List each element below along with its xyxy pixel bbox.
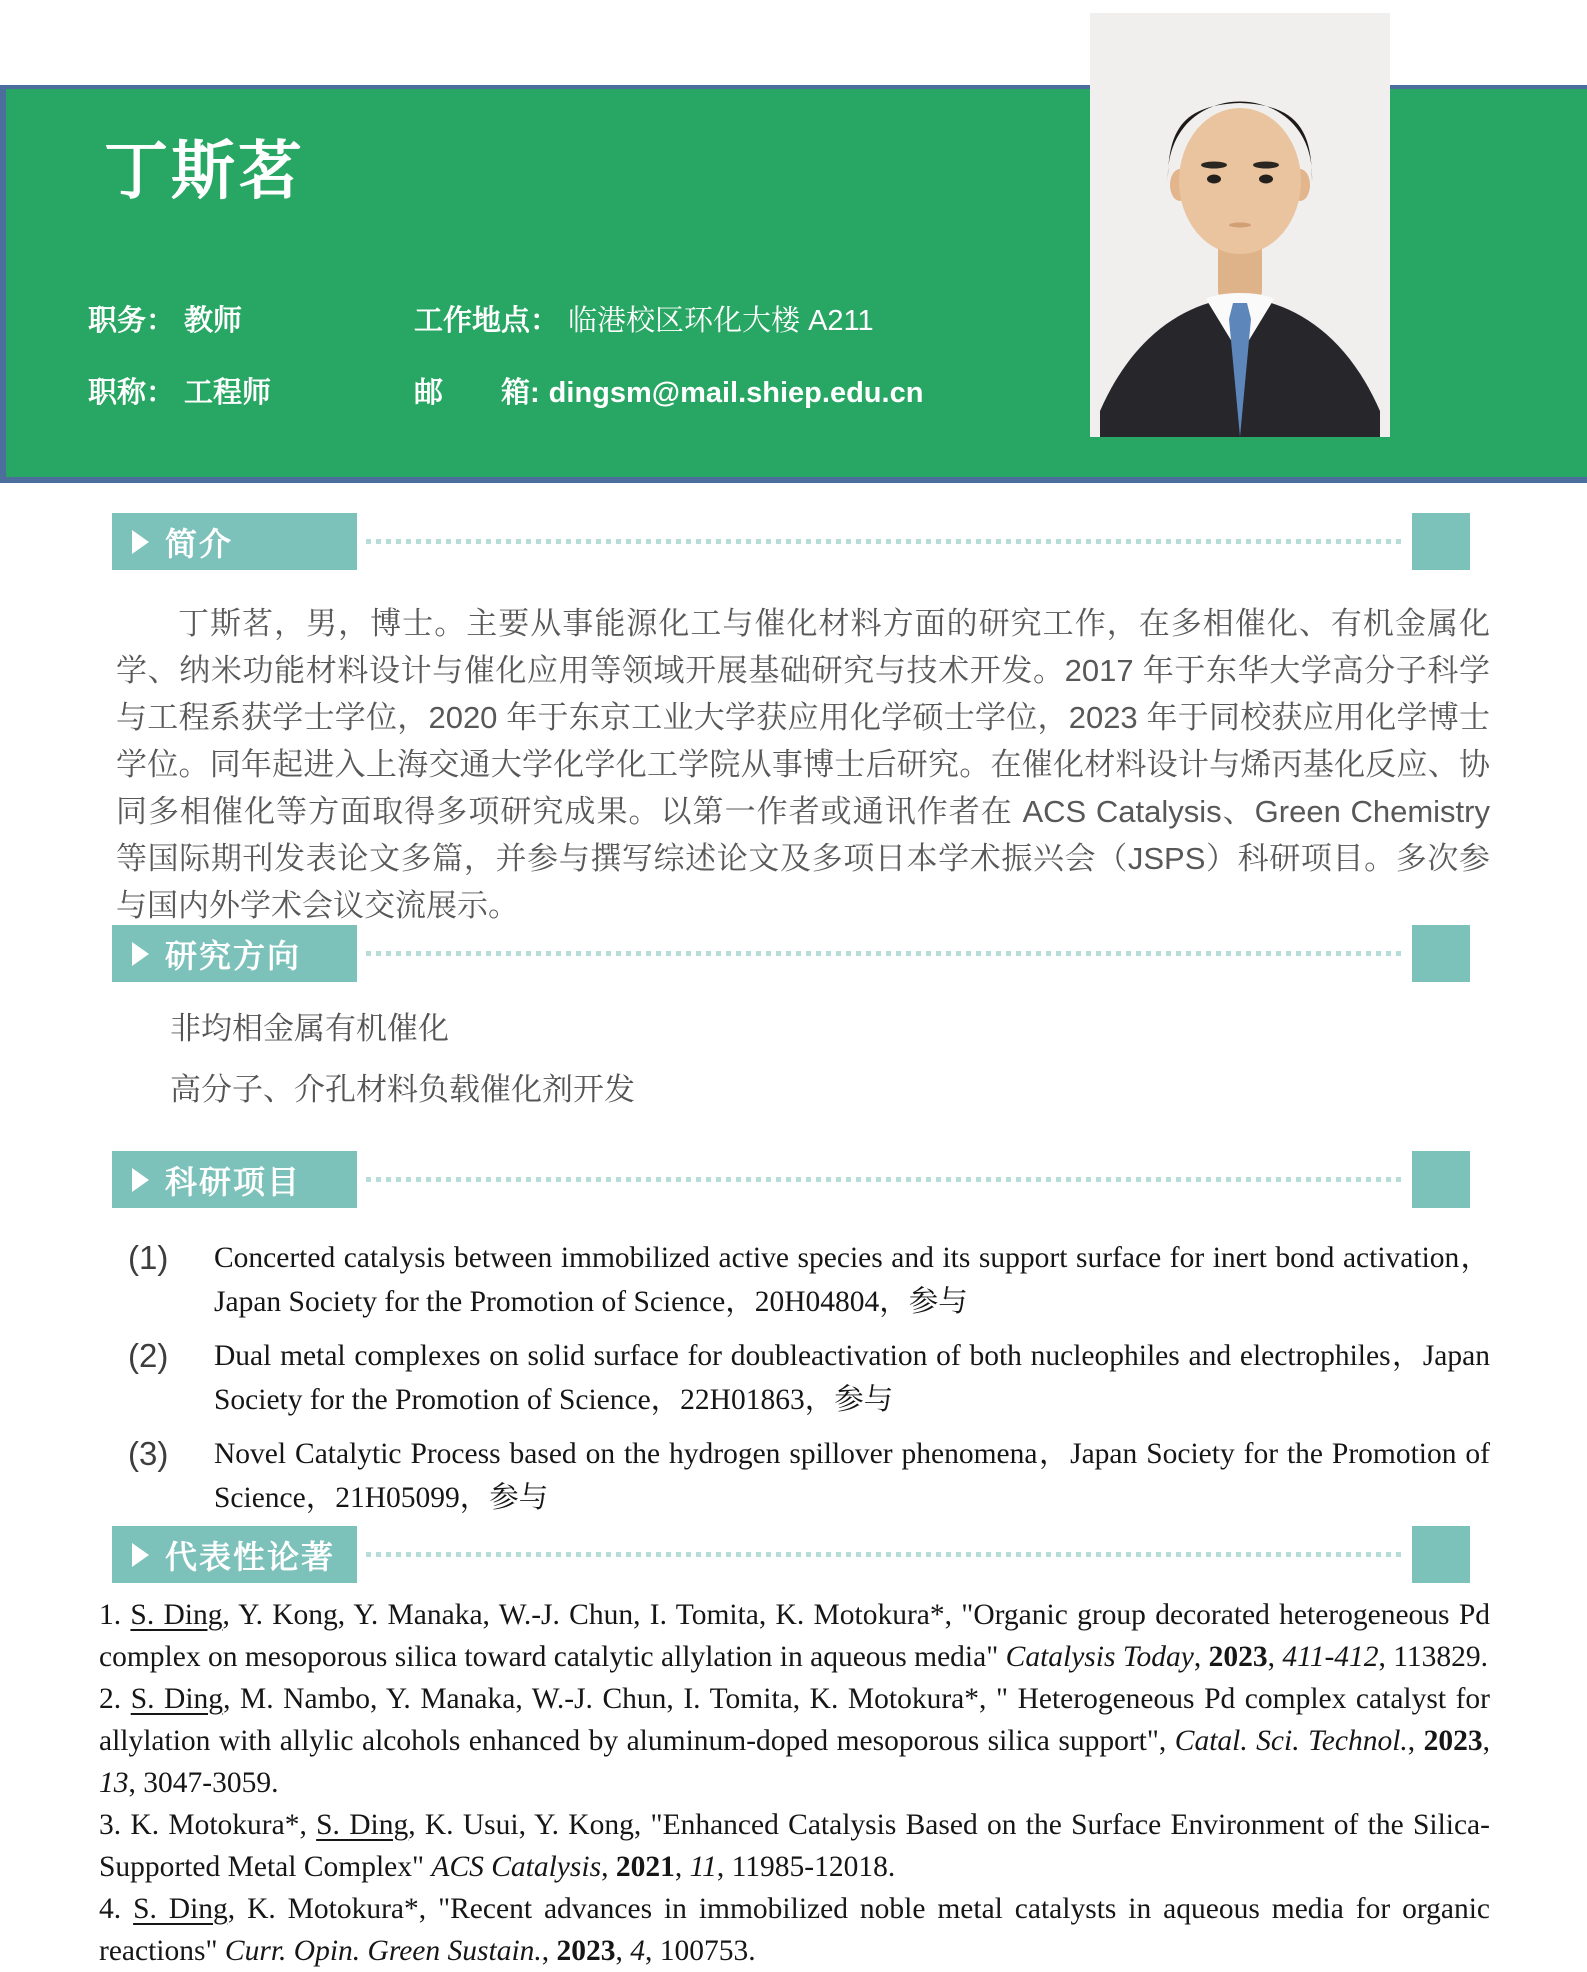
triangle-icon — [132, 530, 149, 554]
project-item — [128, 1432, 1490, 1520]
publication-entry: 2. S. Ding, M. Nambo, Y. Manaka, W.-J. Chun, I. Tomita, K. Motokura*, " Heterogeneous Pd complex catalyst for allylation with allylic alcohols enhanced by aluminum-doped mesoporous silica support", Catal. Sci. Technol., 2023, 13, 3047-3059. — [99, 1683, 1491, 1799]
dotted-divider — [366, 539, 1403, 544]
dotted-divider — [366, 1177, 1403, 1182]
section-label-box — [112, 925, 357, 982]
intro-paragraph: 丁斯茗，男，博士。主要从事能源化工与催化材料方面的研究工作，在多相催化、有机金属化学、纳米功能材料设计与催化应用等领域开展基础研究与技术开发。2017 年于东华大学高分子科学与工程系获学士学位，2020 年于东京工业大学获应用化学硕士学位，2023 年于同校获应用化学博士学位。同年起进入上海交通大学化学化工学院从事博士后研究。在催化材料设计与烯丙基化反应、协同多相催化等方面取得多项研究成果。以第一作者或通讯作者在 ACS Catalysis、Green Chemistry 等国际期刊发表论文多篇，并参与撰写综述论文及多项日本学术振兴会（JSPS）科研项目。多次参与国内外学术会议交流展示。 — [116, 606, 1490, 923]
section-end-square — [1412, 513, 1470, 570]
section-header-research — [112, 925, 1470, 982]
section-header-publications — [112, 1526, 1470, 1583]
section-end-square — [1412, 1526, 1470, 1583]
dotted-divider — [366, 951, 1403, 956]
field-position — [88, 298, 414, 339]
section-end-square — [1412, 1151, 1470, 1208]
section-end-square — [1412, 925, 1470, 982]
field-email — [414, 370, 923, 411]
project-list — [128, 1236, 1490, 1530]
dotted-divider — [366, 1552, 1403, 1557]
field-title-value: 工程师 — [184, 376, 272, 409]
research-direction-list — [170, 998, 635, 1120]
project-item — [128, 1236, 1490, 1324]
section-label-box — [112, 513, 357, 570]
section-title: 简介 — [165, 525, 234, 562]
field-title — [88, 370, 414, 411]
field-position-label: 职务： — [88, 304, 176, 337]
section-header-projects — [112, 1151, 1470, 1208]
publication-entry: 1. S. Ding, Y. Kong, Y. Manaka, W.-J. Chun, I. Tomita, K. Motokura*, "Organic group decorated heterogeneous Pd complex on mesoporous silica toward catalytic allylation in aqueous media" Catalysis Today, 2023, 411-412, 113829. — [99, 1599, 1490, 1673]
section-label-box — [112, 1151, 357, 1208]
section-title: 代表性论著 — [165, 1538, 336, 1575]
field-email-label: 邮 箱: — [414, 376, 540, 409]
profile-fields — [88, 282, 923, 426]
section-label-box — [112, 1526, 357, 1583]
field-location-label: 工作地点： — [414, 304, 560, 337]
section-title: 研究方向 — [165, 937, 302, 974]
triangle-icon — [132, 1543, 149, 1567]
project-number: (1) — [128, 1239, 169, 1276]
project-item — [128, 1334, 1490, 1422]
publication-list — [99, 1594, 1490, 1972]
publication-entry: 4. S. Ding, K. Motokura*, "Recent advances in immobilized noble metal catalysts in aqueous media for organic reactions" Curr. Opin. Green Sustain., 2023, 4, 100753. — [99, 1893, 1491, 1967]
section-header-intro — [112, 513, 1470, 570]
portrait-photo-placeholder — [1090, 13, 1390, 437]
project-text: Novel Catalytic Process based on the hydrogen spillover phenomena，Japan Society for the Promotion of Science，21H05099，参与 — [214, 1438, 1490, 1514]
field-location — [414, 298, 923, 339]
research-direction-item: 非均相金属有机催化 — [170, 1011, 449, 1046]
field-location-value: 临港校区环化大楼 A211 — [568, 304, 874, 337]
triangle-icon — [132, 942, 149, 966]
project-text: Concerted catalysis between immobilized active species and its support surface for inert bond activation，Japan Society for the Promotion of Science，20H04804，参与 — [214, 1242, 1490, 1318]
publication-entry: 3. K. Motokura*, S. Ding, K. Usui, Y. Kong, "Enhanced Catalysis Based on the Surface Environment of the Silica-Supported Metal Complex" ACS Catalysis, 2021, 11, 11985-12018. — [99, 1809, 1490, 1883]
portrait-photo — [1090, 13, 1390, 437]
field-position-value: 教师 — [184, 304, 243, 337]
person-name: 丁斯茗 — [104, 135, 305, 207]
project-number: (2) — [128, 1337, 169, 1374]
section-title: 科研项目 — [165, 1163, 302, 1200]
project-text: Dual metal complexes on solid surface for doubleactivation of both nucleophiles and electrophiles，Japan Society for the Promotion of Science，22H01863，参与 — [214, 1340, 1490, 1416]
triangle-icon — [132, 1168, 149, 1192]
field-email-value: dingsm@mail.shiep.edu.cn — [548, 376, 924, 409]
field-title-label: 职称： — [88, 376, 176, 409]
project-number: (3) — [128, 1435, 169, 1472]
research-direction-item: 高分子、介孔材料负载催化剂开发 — [170, 1072, 635, 1107]
